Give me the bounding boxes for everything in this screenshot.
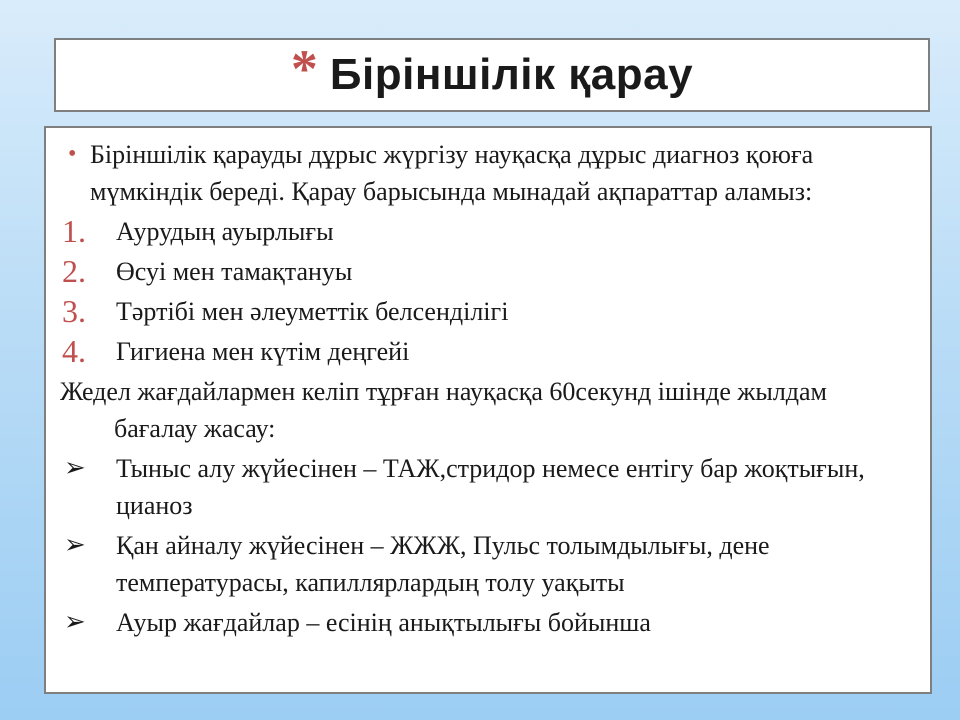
arrow-bullet-icon: ➢: [64, 453, 86, 483]
numbered-item: [60, 333, 916, 370]
bullet-dot-icon: •: [68, 141, 77, 167]
arrow-item: [60, 450, 916, 524]
arrow-bullet-icon: ➢: [64, 530, 86, 560]
intro-text: Біріншілік қарауды дұрыс жүргізу науқасқа дұрыс диагноз қоюға мүмкіндік береді. Қарау барысында мынадай ақпараттар аламыз:: [90, 140, 814, 206]
numbered-item: [60, 293, 916, 330]
arrow-bullet-icon: ➢: [64, 607, 86, 637]
urgent-paragraph: Жедел жағдайлармен келіп тұрған науқасқа 60секунд ішінде жылдам бағалау жасау:: [60, 377, 828, 443]
numbered-item-text: Тәртібі мен әлеуметтік белсенділігі: [116, 297, 509, 326]
content-box: [44, 126, 932, 694]
page-title: Біріншілік қарау: [329, 50, 694, 99]
numbered-item: [60, 253, 916, 290]
numbered-item-text: Өсуі мен тамақтануы: [116, 257, 353, 286]
item-number: 2.: [62, 253, 86, 289]
numbered-item-text: Аурудың ауырлығы: [116, 217, 334, 246]
arrow-item-text: Ауыр жағдайлар – есінің анықтылығы бойынша: [116, 608, 651, 637]
arrow-item-text: Қан айналу жүйесінен – ЖЖЖ, Пульс толымдылығы, дене температурасы, капиллярлардың толу уақыты: [116, 531, 770, 597]
arrow-item-text: Тыныс алу жүйесінен – ТАЖ,стридор немесе ентігу бар жоқтығын, цианоз: [116, 454, 865, 520]
item-number: 1.: [62, 213, 86, 249]
numbered-item-text: Гигиена мен күтім деңгейі: [116, 337, 410, 366]
item-number: 4.: [62, 333, 86, 369]
numbered-item: [60, 213, 916, 250]
intro-paragraph: [60, 136, 916, 210]
arrow-item: [60, 527, 916, 601]
title-star-icon: *: [290, 39, 318, 99]
title-box: [54, 38, 930, 112]
item-number: 3.: [62, 293, 86, 329]
arrow-item: [60, 604, 916, 641]
